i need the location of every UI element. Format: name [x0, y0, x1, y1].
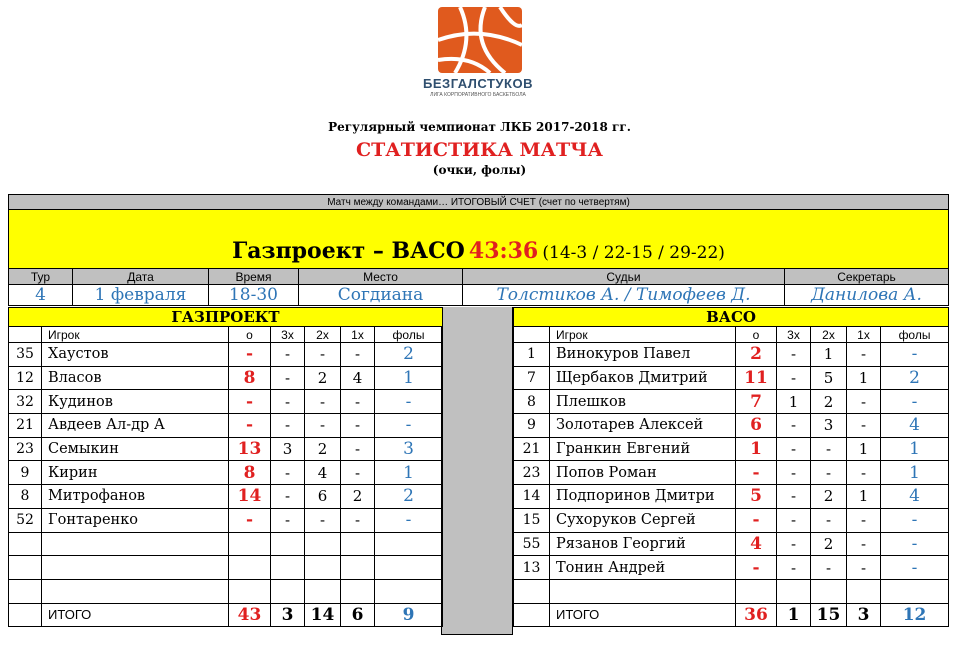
logo-title: БЕЗГАЛСТУКОВ: [423, 76, 533, 91]
player-fouls: -: [881, 343, 949, 367]
player-name: Кирин: [42, 461, 229, 485]
col-2x: 2х: [811, 327, 847, 343]
value-time: 18-30: [209, 285, 299, 306]
player-points: [229, 532, 271, 556]
team2-stats-table: [513, 307, 949, 627]
table-row: [514, 390, 949, 414]
player-number: 13: [514, 556, 550, 580]
player-1x: -: [847, 461, 881, 485]
match-score-row: [9, 210, 949, 269]
player-number: 21: [514, 437, 550, 461]
player-2x: [305, 579, 341, 603]
player-number: 8: [514, 390, 550, 414]
player-1x: 4: [341, 366, 375, 390]
player-fouls: [375, 532, 443, 556]
table-row: [514, 437, 949, 461]
player-number: 12: [9, 366, 42, 390]
player-name: [42, 579, 229, 603]
table-row: [9, 437, 443, 461]
table-row: [514, 414, 949, 438]
player-1x: -: [341, 437, 375, 461]
player-name: Власов: [42, 366, 229, 390]
total-3x: 1: [777, 603, 811, 627]
col-num: [9, 327, 42, 343]
total-label: ИТОГО: [550, 603, 736, 627]
player-number: [9, 556, 42, 580]
table-row: [514, 508, 949, 532]
player-number: 8: [9, 485, 42, 509]
total-2x: 15: [811, 603, 847, 627]
table-row: [9, 485, 443, 509]
table-row: [514, 366, 949, 390]
player-points: -: [229, 508, 271, 532]
player-points: -: [229, 343, 271, 367]
player-3x: [271, 579, 305, 603]
player-points: -: [229, 414, 271, 438]
team1-name: ГАЗПРОЕКТ: [9, 308, 443, 327]
total-points: 36: [736, 603, 777, 627]
player-3x: -: [777, 437, 811, 461]
col-num: [514, 327, 550, 343]
total-row: [514, 603, 949, 627]
player-3x: 1: [777, 390, 811, 414]
player-points: 14: [229, 485, 271, 509]
player-points: -: [736, 461, 777, 485]
col-1x: 1х: [847, 327, 881, 343]
player-1x: [341, 556, 375, 580]
logo-subtitle: ЛИГА КОРПОРАТИВНОГО БАСКЕТБОЛА: [430, 92, 526, 98]
player-points: 11: [736, 366, 777, 390]
player-3x: -: [777, 461, 811, 485]
player-name: Плешков: [550, 390, 736, 414]
player-3x: [271, 532, 305, 556]
player-points: [229, 556, 271, 580]
player-name: Рязанов Георгий: [550, 532, 736, 556]
total-2x: 14: [305, 603, 341, 627]
quarter-scores: (14-3 / 22-15 / 29-22): [542, 243, 725, 263]
value-round: 4: [9, 285, 73, 306]
player-number: 35: [9, 343, 42, 367]
table-row: [514, 485, 949, 509]
player-2x: -: [811, 508, 847, 532]
table-row: [9, 366, 443, 390]
player-2x: 6: [305, 485, 341, 509]
championship-title: Регулярный чемпионат ЛКБ 2017-2018 гг.: [328, 120, 631, 134]
player-name: Митрофанов: [42, 485, 229, 509]
player-3x: -: [777, 366, 811, 390]
table-row: [514, 532, 949, 556]
player-3x: -: [777, 414, 811, 438]
label-place: Место: [299, 269, 463, 285]
final-score: 43:36: [468, 238, 539, 264]
player-fouls: 3: [375, 437, 443, 461]
player-points: 13: [229, 437, 271, 461]
player-points: 1: [736, 437, 777, 461]
player-points: 6: [736, 414, 777, 438]
value-referees: Толстиков А. / Тимофеев Д.: [463, 285, 785, 306]
player-1x: 1: [847, 485, 881, 509]
player-fouls: 1: [881, 437, 949, 461]
total-points: 43: [229, 603, 271, 627]
table-row: [514, 579, 949, 603]
team2-name: ВАСО: [514, 308, 949, 327]
player-name: Кудинов: [42, 390, 229, 414]
player-fouls: [881, 579, 949, 603]
player-3x: -: [271, 485, 305, 509]
player-2x: [305, 556, 341, 580]
player-3x: -: [777, 532, 811, 556]
player-1x: [847, 579, 881, 603]
player-number: 15: [514, 508, 550, 532]
player-2x: 5: [811, 366, 847, 390]
player-3x: [271, 556, 305, 580]
table-row: [9, 532, 443, 556]
player-fouls: [375, 579, 443, 603]
player-2x: -: [811, 461, 847, 485]
player-fouls: -: [881, 532, 949, 556]
player-2x: 2: [811, 532, 847, 556]
player-2x: -: [305, 414, 341, 438]
total-fouls: 9: [375, 603, 443, 627]
player-number: 9: [514, 414, 550, 438]
player-1x: 1: [847, 366, 881, 390]
total-label: ИТОГО: [42, 603, 229, 627]
player-1x: [341, 532, 375, 556]
player-3x: -: [777, 343, 811, 367]
player-3x: 3: [271, 437, 305, 461]
player-number: 7: [514, 366, 550, 390]
col-fouls: фолы: [375, 327, 443, 343]
player-fouls: -: [881, 390, 949, 414]
player-number: [9, 532, 42, 556]
table-row: [514, 461, 949, 485]
table-row: [9, 508, 443, 532]
col-points: о: [229, 327, 271, 343]
label-date: Дата: [73, 269, 209, 285]
total-spacer: [9, 603, 42, 627]
player-fouls: -: [881, 556, 949, 580]
player-fouls: [375, 556, 443, 580]
player-fouls: 4: [881, 485, 949, 509]
player-3x: -: [271, 390, 305, 414]
player-points: -: [736, 556, 777, 580]
player-2x: 2: [305, 366, 341, 390]
player-2x: 2: [305, 437, 341, 461]
label-time: Время: [209, 269, 299, 285]
player-1x: 2: [341, 485, 375, 509]
player-2x: -: [305, 508, 341, 532]
player-3x: -: [271, 414, 305, 438]
player-name: Золотарев Алексей: [550, 414, 736, 438]
total-row: [9, 603, 443, 627]
player-number: [514, 579, 550, 603]
player-fouls: 1: [375, 461, 443, 485]
player-1x: -: [847, 414, 881, 438]
player-number: 23: [9, 437, 42, 461]
col-1x: 1х: [341, 327, 375, 343]
player-points: 2: [736, 343, 777, 367]
col-fouls: фолы: [881, 327, 949, 343]
total-1x: 6: [341, 603, 375, 627]
col-2x: 2х: [305, 327, 341, 343]
player-fouls: -: [375, 414, 443, 438]
player-points: [736, 579, 777, 603]
player-3x: -: [777, 508, 811, 532]
player-3x: -: [271, 508, 305, 532]
player-3x: -: [271, 366, 305, 390]
total-1x: 3: [847, 603, 881, 627]
player-2x: 2: [811, 390, 847, 414]
match-description: Матч между командами… ИТОГОВЫЙ СЧЕТ (счет по четвертям): [9, 195, 949, 210]
team-separator: [441, 307, 513, 635]
player-fouls: -: [881, 508, 949, 532]
player-number: 1: [514, 343, 550, 367]
player-name: Тонин Андрей: [550, 556, 736, 580]
team1-stats-table: [8, 307, 443, 627]
col-player: Игрок: [42, 327, 229, 343]
player-fouls: 2: [375, 343, 443, 367]
player-1x: -: [341, 343, 375, 367]
player-2x: -: [305, 390, 341, 414]
player-2x: 2: [811, 485, 847, 509]
table-row: [9, 556, 443, 580]
table-row: [514, 343, 949, 367]
player-number: 21: [9, 414, 42, 438]
player-points: 8: [229, 366, 271, 390]
col-player: Игрок: [550, 327, 736, 343]
player-2x: [811, 579, 847, 603]
table-row: [9, 579, 443, 603]
player-points: 4: [736, 532, 777, 556]
player-3x: -: [271, 461, 305, 485]
table-row: [9, 343, 443, 367]
player-3x: -: [271, 343, 305, 367]
player-name: Подпоринов Дмитри: [550, 485, 736, 509]
player-1x: -: [847, 343, 881, 367]
player-name: Семыкин: [42, 437, 229, 461]
player-number: 14: [514, 485, 550, 509]
col-3x: 3х: [777, 327, 811, 343]
player-1x: -: [847, 390, 881, 414]
player-name: Винокуров Павел: [550, 343, 736, 367]
player-fouls: 1: [881, 461, 949, 485]
player-name: Авдеев Ал-др А: [42, 414, 229, 438]
table-row: [9, 414, 443, 438]
player-points: 8: [229, 461, 271, 485]
player-fouls: 4: [881, 414, 949, 438]
player-number: 32: [9, 390, 42, 414]
player-name: Гонтаренко: [42, 508, 229, 532]
player-number: 55: [514, 532, 550, 556]
player-number: [9, 579, 42, 603]
player-points: 5: [736, 485, 777, 509]
player-1x: -: [847, 508, 881, 532]
player-points: -: [736, 508, 777, 532]
page-subtitle: (очки, фолы): [432, 163, 527, 177]
player-3x: -: [777, 485, 811, 509]
total-3x: 3: [271, 603, 305, 627]
player-number: 23: [514, 461, 550, 485]
player-name: [42, 556, 229, 580]
player-number: 9: [9, 461, 42, 485]
player-name: Гранкин Евгений: [550, 437, 736, 461]
player-points: -: [229, 390, 271, 414]
page-title: СТАТИСТИКА МАТЧА: [356, 139, 603, 161]
match-info-table: [8, 194, 949, 306]
player-1x: -: [341, 414, 375, 438]
player-3x: -: [777, 556, 811, 580]
player-number: 52: [9, 508, 42, 532]
table-row: [514, 556, 949, 580]
player-fouls: -: [375, 508, 443, 532]
value-place: Согдиана: [299, 285, 463, 306]
player-3x: [777, 579, 811, 603]
col-3x: 3х: [271, 327, 305, 343]
player-1x: -: [847, 556, 881, 580]
player-2x: -: [305, 343, 341, 367]
player-2x: -: [811, 556, 847, 580]
player-1x: -: [341, 390, 375, 414]
player-name: Попов Роман: [550, 461, 736, 485]
player-fouls: 2: [375, 485, 443, 509]
match-teams: Газпроект – ВАСО: [232, 238, 465, 264]
player-1x: -: [341, 508, 375, 532]
label-referees: Судьи: [463, 269, 785, 285]
player-name: [550, 579, 736, 603]
player-2x: [305, 532, 341, 556]
player-1x: [341, 579, 375, 603]
player-points: [229, 579, 271, 603]
label-round: Тур: [9, 269, 73, 285]
player-fouls: 2: [881, 366, 949, 390]
label-secretary: Секретарь: [785, 269, 949, 285]
player-name: Сухоруков Сергей: [550, 508, 736, 532]
player-fouls: 1: [375, 366, 443, 390]
table-row: [9, 461, 443, 485]
col-points: о: [736, 327, 777, 343]
player-fouls: -: [375, 390, 443, 414]
player-points: 7: [736, 390, 777, 414]
player-1x: -: [341, 461, 375, 485]
player-2x: 3: [811, 414, 847, 438]
player-name: Хаустов: [42, 343, 229, 367]
total-spacer: [514, 603, 550, 627]
player-2x: 4: [305, 461, 341, 485]
player-1x: -: [847, 532, 881, 556]
table-row: [9, 390, 443, 414]
player-name: Щербаков Дмитрий: [550, 366, 736, 390]
player-name: [42, 532, 229, 556]
player-2x: 1: [811, 343, 847, 367]
player-1x: 1: [847, 437, 881, 461]
total-fouls: 12: [881, 603, 949, 627]
player-2x: -: [811, 437, 847, 461]
value-date: 1 февраля: [73, 285, 209, 306]
value-secretary: Данилова А.: [785, 285, 949, 306]
